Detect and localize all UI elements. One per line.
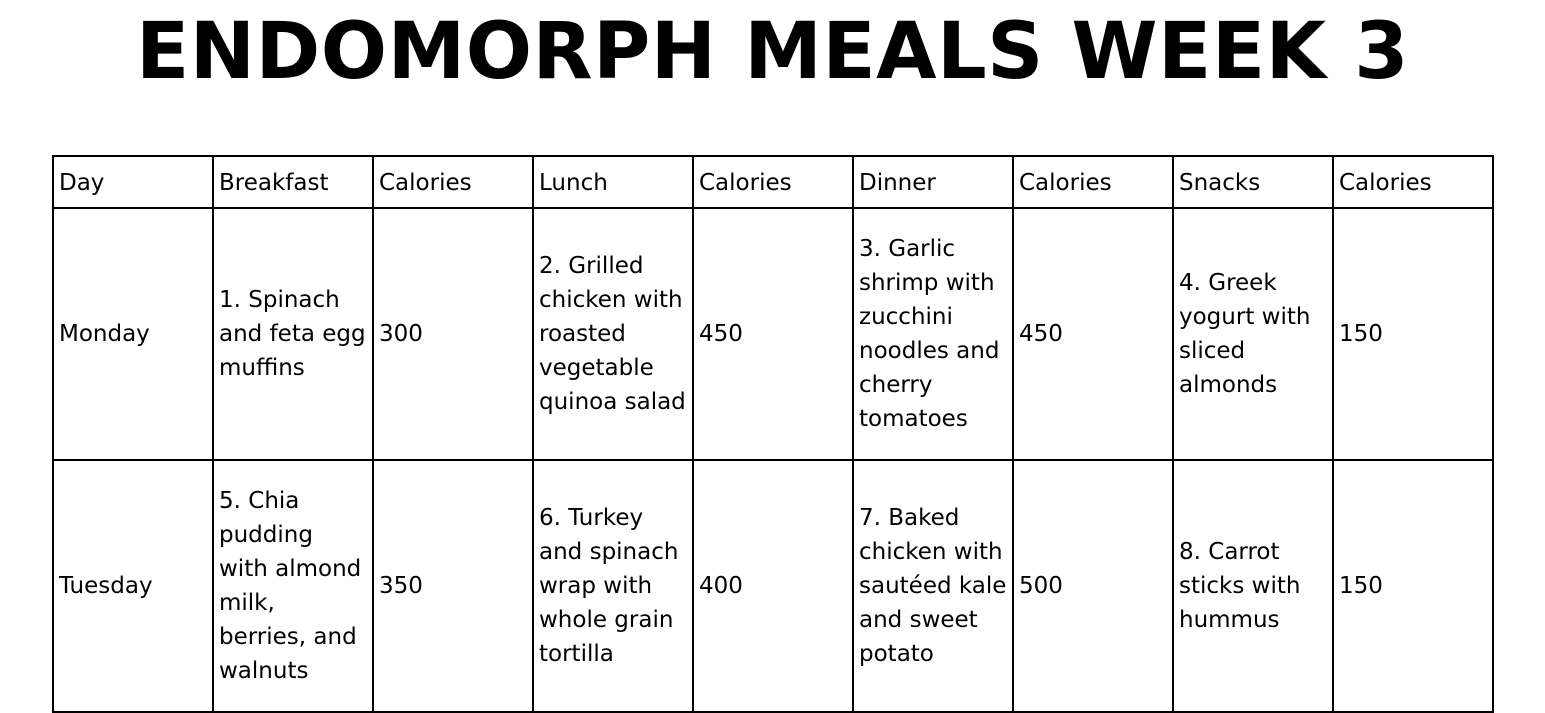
table-row (53, 208, 1493, 460)
snacks-calories-cell: 150 (1333, 460, 1493, 712)
dinner-cell: 3. Garlic shrimp with zucchini noodles and cherry tomatoes (853, 208, 1013, 460)
header-lunch: Lunch (533, 156, 693, 208)
day-cell: Monday (53, 208, 213, 460)
header-breakfast-calories: Calories (373, 156, 533, 208)
lunch-calories-cell: 450 (693, 208, 853, 460)
header-dinner-calories: Calories (1013, 156, 1173, 208)
breakfast-calories-cell: 350 (373, 460, 533, 712)
header-breakfast: Breakfast (213, 156, 373, 208)
dinner-cell: 7. Baked chicken with sautéed kale and sweet potato (853, 460, 1013, 712)
breakfast-cell: 1. Spinach and feta egg muffins (213, 208, 373, 460)
lunch-calories-cell: 400 (693, 460, 853, 712)
meal-plan-table (52, 155, 1494, 713)
header-snacks: Snacks (1173, 156, 1333, 208)
snacks-calories-cell: 150 (1333, 208, 1493, 460)
snacks-cell: 4. Greek yogurt with sliced almonds (1173, 208, 1333, 460)
dinner-calories-cell: 450 (1013, 208, 1173, 460)
lunch-cell: 6. Turkey and spinach wrap with whole grain tortilla (533, 460, 693, 712)
dinner-calories-cell: 500 (1013, 460, 1173, 712)
lunch-cell: 2. Grilled chicken with roasted vegetable quinoa salad (533, 208, 693, 460)
snacks-cell: 8. Carrot sticks with hummus (1173, 460, 1333, 712)
header-lunch-calories: Calories (693, 156, 853, 208)
table-header-row (53, 156, 1493, 208)
page-title: ENDOMORPH MEALS WEEK 3 (136, 7, 1409, 97)
header-day: Day (53, 156, 213, 208)
day-cell: Tuesday (53, 460, 213, 712)
breakfast-cell: 5. Chia pudding with almond milk, berries, and walnuts (213, 460, 373, 712)
table-row (53, 460, 1493, 712)
breakfast-calories-cell: 300 (373, 208, 533, 460)
header-dinner: Dinner (853, 156, 1013, 208)
header-snacks-calories: Calories (1333, 156, 1493, 208)
